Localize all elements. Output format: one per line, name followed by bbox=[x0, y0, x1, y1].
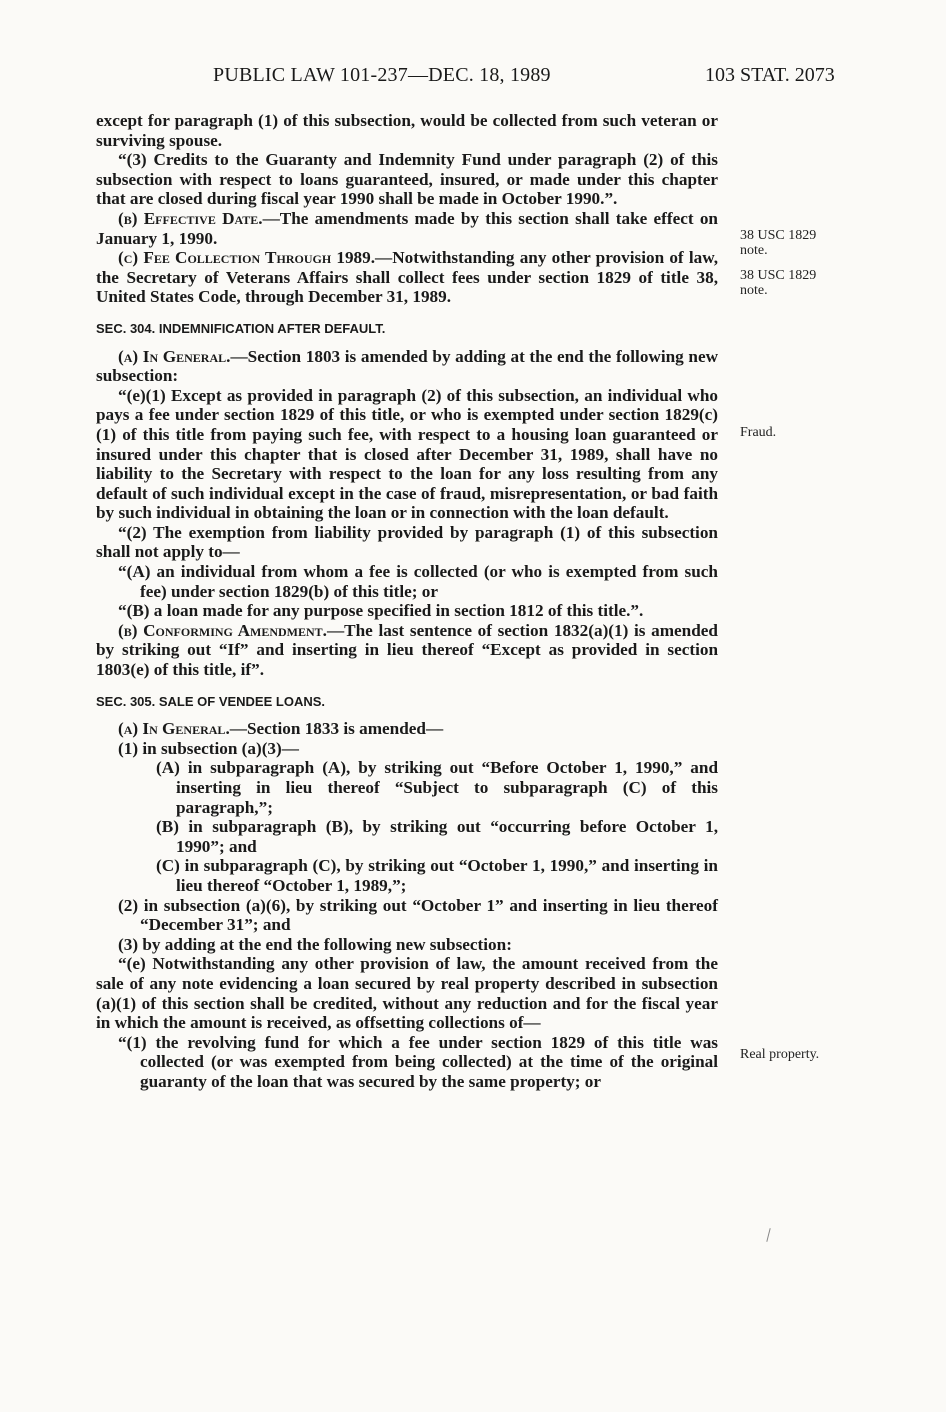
statute-page-number: 103 STAT. 2073 bbox=[705, 64, 835, 86]
paragraph: except for paragraph (1) of this subsection, would be collected from such veteran or surviving spouse. bbox=[96, 111, 718, 150]
running-title: PUBLIC LAW 101-237—DEC. 18, 1989 bbox=[213, 64, 551, 86]
paragraph bbox=[96, 719, 718, 739]
paragraph-text: —Section 1833 is amended— bbox=[229, 719, 444, 739]
list-item: (2) in subsection (a)(6), by striking out “October 1” and inserting in lieu thereof “December 31”; and bbox=[118, 895, 718, 935]
paragraph-text: —The last sentence of section 1832(a)(1) is amended by striking out “If” and inserting in lieu thereof “Except as provided in section 1803(e) of this title, if”. bbox=[96, 620, 718, 680]
paragraph: “(e)(1) Except as provided in paragraph (2) of this subsection, an individual who pays a fee under section 1829 of this title, or who is exempted under section 1829(c)(1) of this title from paying such fee, with respect to a housing loan guaranteed or insured under this chapter that is closed after December 31, 1989, shall have no liability to the Secretary with respect to the loan for any loss resulting from any default of such individual except in the case of fraud, misrepresentation, or bad faith by such individual in obtaining the loan or in connection with the loan default. bbox=[96, 385, 718, 523]
list-item: (A) in subparagraph (A), by striking out “Before October 1, 1990,” and inserting in lieu thereof “Subject to subparagraph (C) of this paragraph,”; bbox=[156, 758, 718, 817]
paragraph-text: —Notwithstanding any other provision of law, the Secretary of Veterans Affairs shall collect fees under section 1829 of title 38, United States Code, through December 31, 1989. bbox=[96, 248, 718, 307]
subsection-heading: (a) In General. bbox=[118, 346, 231, 366]
list-item: “(B) a loan made for any purpose specified in section 1812 of this title.”. bbox=[118, 601, 644, 621]
subsection-heading: (c) Fee Collection Through 1989. bbox=[118, 248, 376, 268]
list-item: (B) in subparagraph (B), by striking out “occurring before October 1, 1990”; and bbox=[156, 817, 718, 856]
margin-note-usc-1: 38 USC 1829 note. bbox=[740, 228, 817, 258]
subsection-heading: (a) In General. bbox=[118, 719, 230, 739]
paragraph-text: —Section 1803 is amended by adding at the end the following new subsection: bbox=[96, 346, 718, 386]
subsection-heading: (b) Conforming Amendment. bbox=[118, 620, 327, 640]
margin-note-fraud: Fraud. bbox=[740, 425, 777, 440]
list-item: “(1) the revolving fund for which a fee under section 1829 of this title was collected (or was exempted from being collected) at the time of the original guaranty of the loan that was secured by the same property; or bbox=[118, 1032, 718, 1091]
list-item: (3) by adding at the end the following new subsection: bbox=[118, 934, 512, 954]
subsection-heading: (b) Effective Date. bbox=[118, 208, 263, 228]
section-heading: SEC. 305. SALE OF VENDEE LOANS. bbox=[96, 693, 325, 709]
section-heading: SEC. 304. INDEMNIFICATION AFTER DEFAULT. bbox=[96, 320, 386, 336]
list-item: (1) in subsection (a)(3)— bbox=[118, 738, 299, 758]
page-header bbox=[0, 64, 946, 94]
paragraph bbox=[96, 209, 718, 248]
list-item: (C) in subparagraph (C), by striking out “October 1, 1990,” and inserting in lieu thereof “October 1, 1989,”; bbox=[156, 856, 718, 895]
body-text bbox=[96, 111, 718, 1092]
list-item: “(A) an individual from whom a fee is collected (or who is exempted from such fee) under section 1829(b) of this title; or bbox=[118, 562, 718, 601]
paragraph bbox=[96, 248, 718, 307]
paragraph-text: —The amendments made by this section shall take effect on January 1, 1990. bbox=[96, 208, 718, 248]
paragraph: “(2) The exemption from liability provided by paragraph (1) of this subsection shall not apply to— bbox=[96, 522, 718, 562]
paragraph: “(e) Notwithstanding any other provision of law, the amount received from the sale of any note evidencing a loan secured by real property described in subsection (a)(1) of this section shall be credited, without any reduction and for the fiscal year in which the amount is received, as offsetting collections of— bbox=[96, 954, 718, 1033]
paragraph: “(3) Credits to the Guaranty and Indemnity Fund under paragraph (2) of this subsection with respect to loans guaranteed, insured, or made under this chapter that are closed during fiscal year 1990 shall be made in October 1990.”. bbox=[96, 150, 718, 209]
paragraph bbox=[96, 347, 718, 386]
margin-note-real-property: Real property. bbox=[740, 1047, 820, 1062]
paragraph bbox=[96, 621, 718, 680]
margin-note-usc-2: 38 USC 1829 note. bbox=[740, 268, 817, 298]
stray-pen-mark bbox=[766, 1228, 770, 1242]
